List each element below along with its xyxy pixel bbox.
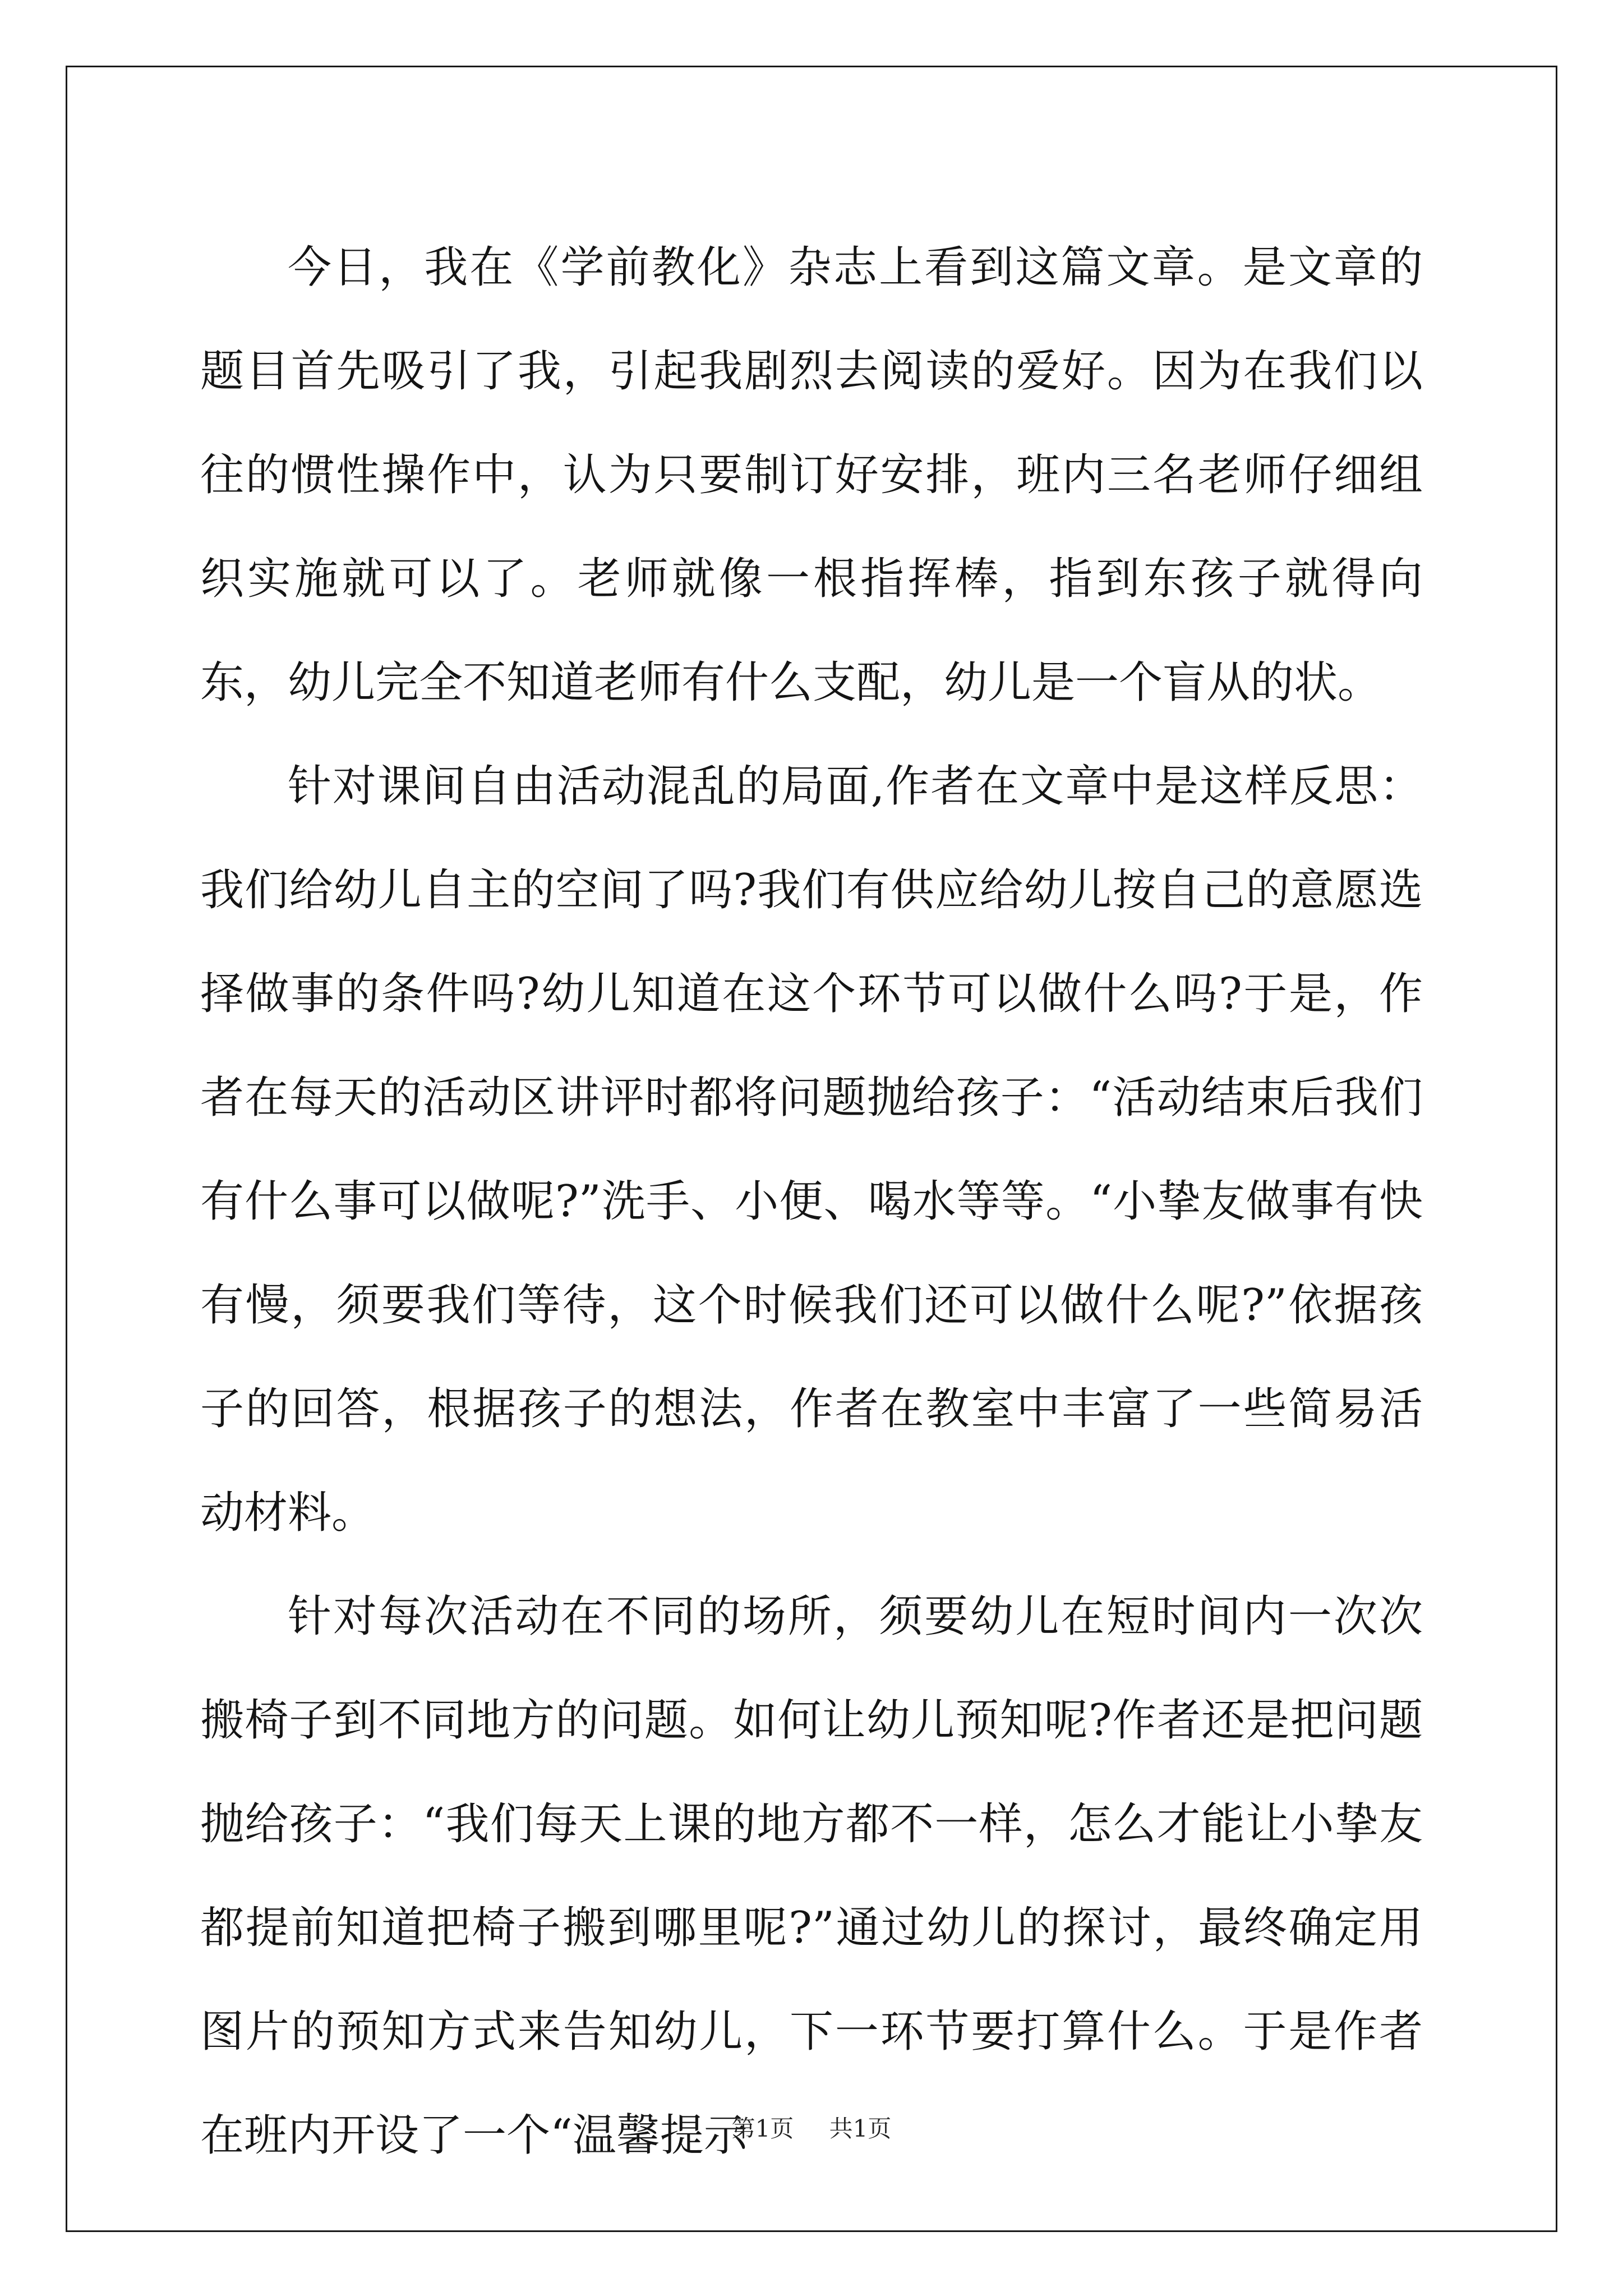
document-body xyxy=(200,216,1423,2188)
page-number-total: 共1页 xyxy=(829,2115,892,2142)
page-footer xyxy=(0,2110,1623,2144)
paragraph-2: 针对课间自由活动混乱的局面,作者在文章中是这样反思：我们给幼儿自主的空间了吗?我们有供应给幼儿按自己的意愿选择做事的条件吗?幼儿知道在这个环节可以做什么吗?于是，作者在每天的活动区讲评时都将问题抛给孩子：“活动结束后我们有什么事可以做呢?”洗手、小便、喝水等等。“小挚友做事有快有慢，须要我们等待，这个时候我们还可以做什么呢?”依据孩子的回答，根据孩子的想法，作者在教室中丰富了一些简易活动材料。 xyxy=(200,761,1423,1538)
paragraph-1: 今日，我在《学前教化》杂志上看到这篇文章。是文章的题目首先吸引了我，引起我剧烈去阅读的爱好。因为在我们以往的惯性操作中，认为只要制订好安排，班内三名老师仔细组织实施就可以了。老师就像一根指挥棒，指到东孩子就得向东，幼儿完全不知道老师有什么支配，幼儿是一个盲从的状。 xyxy=(200,242,1423,708)
page-number-current: 第1页 xyxy=(731,2115,794,2142)
paragraph-3: 针对每次活动在不同的场所，须要幼儿在短时间内一次次搬椅子到不同地方的问题。如何让幼儿预知呢?作者还是把问题抛给孩子：“我们每天上课的地方都不一样，怎么才能让小挚友都提前知道把椅子搬到哪里呢?”通过幼儿的探讨，最终确定用图片的预知方式来告知幼儿，下一环节要打算什么。于是作者在班内开设了一个“温馨提示 xyxy=(200,1591,1423,2161)
